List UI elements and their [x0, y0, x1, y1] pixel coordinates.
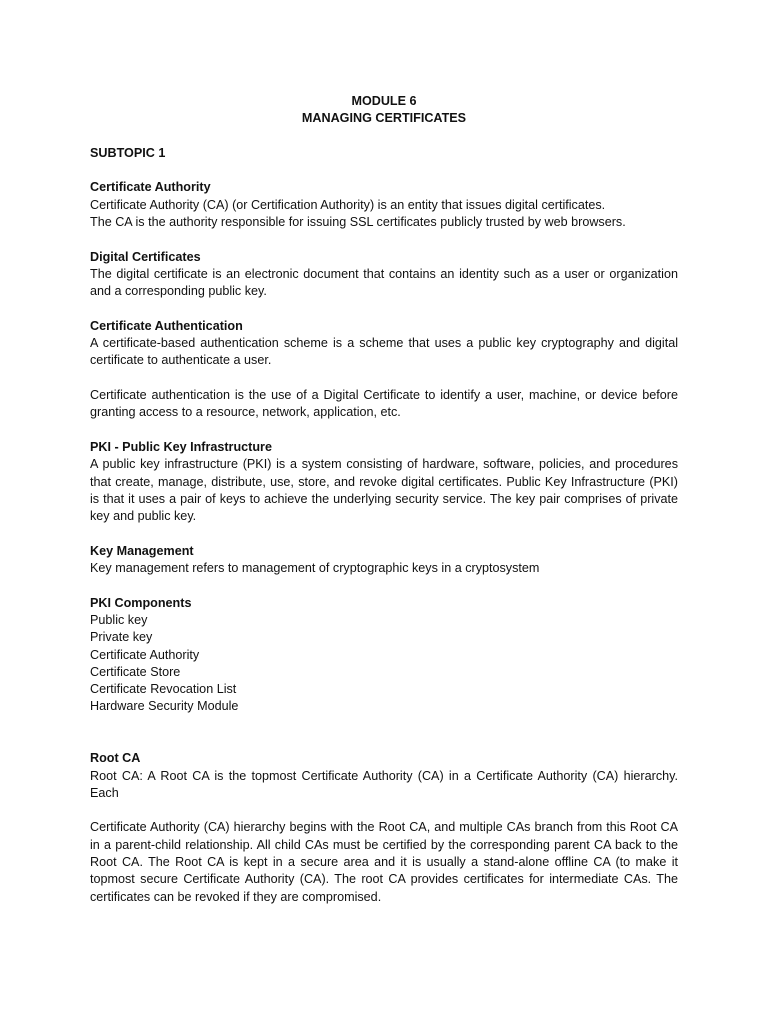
body-paragraph: Key management refers to management of cryptographic keys in a cryptosystem: [90, 561, 540, 576]
body-paragraph: Certificate authentication is the use of a Digital Certificate to identify a user, machine, or device before granting access to a resource, network, application, etc.: [90, 388, 678, 420]
section-root-ca: [90, 750, 678, 906]
section-heading: Digital Certificates: [90, 249, 201, 264]
section-certificate-authentication: [90, 318, 678, 422]
list-item: Private key: [90, 630, 153, 645]
list-item: Certificate Store: [90, 664, 181, 679]
body-line: The CA is the authority responsible for issuing SSL certificates publicly trusted by web browsers.: [90, 215, 626, 230]
section-pki: [90, 439, 678, 525]
list-item: Public key: [90, 612, 148, 627]
section-heading: Root CA: [90, 751, 141, 766]
body-paragraph: The digital certificate is an electronic document that contains an identity such as a user or organization and a corresponding public key.: [90, 266, 678, 299]
section-certificate-authority: [90, 179, 678, 231]
body-paragraph: A public key infrastructure (PKI) is a system consisting of hardware, software, policies, and procedures that create, manage, distribute, use, store, and revoke digital certificates. Public Key Infrastructure (PKI) is that it uses a pair of keys to achieve the underlying security service. The key pair comprises of private key and public key.: [90, 457, 678, 524]
section-key-management: [90, 543, 678, 578]
section-heading: Key Management: [90, 543, 194, 558]
module-title: MANAGING CERTIFICATES: [301, 111, 467, 126]
section-heading: PKI Components: [90, 595, 192, 610]
body-paragraph: Certificate Authority (CA) hierarchy begins with the Root CA, and multiple CAs branch from this Root CA in a parent-child relationship. All child CAs must be certified by the corresponding parent CA back to the Root CA. The Root CA is kept in a secure area and it is usually a stand-alone offline CA (to make it topmost secure Certificate Authority (CA). The root CA provides certificates for intermediate CAs. The certificates can be revoked if they are compromised.: [90, 820, 678, 904]
list-item: Certificate Revocation List: [90, 682, 237, 697]
list-item: Hardware Security Module: [90, 699, 239, 714]
document-body: [90, 93, 678, 906]
body-paragraph: Root CA: A Root CA is the topmost Certificate Authority (CA) in a Certificate Authority (CA) hierarchy. Each: [90, 768, 678, 800]
section-pki-components: [90, 595, 678, 716]
list-item: Certificate Authority: [90, 647, 200, 662]
pki-components-list: [90, 612, 678, 716]
subtopic-label: SUBTOPIC 1: [90, 145, 166, 160]
section-digital-certificates: [90, 249, 678, 301]
section-heading: Certificate Authority: [90, 180, 211, 195]
section-heading: PKI - Public Key Infrastructure: [90, 439, 272, 454]
body-line: Certificate Authority (CA) (or Certification Authority) is an entity that issues digital certificates.: [90, 197, 606, 212]
body-paragraph: A certificate-based authentication scheme is a scheme that uses a public key cryptography and digital certificate to authenticate a user.: [90, 336, 678, 368]
section-heading: Certificate Authentication: [90, 318, 243, 333]
module-number: MODULE 6: [351, 94, 417, 108]
